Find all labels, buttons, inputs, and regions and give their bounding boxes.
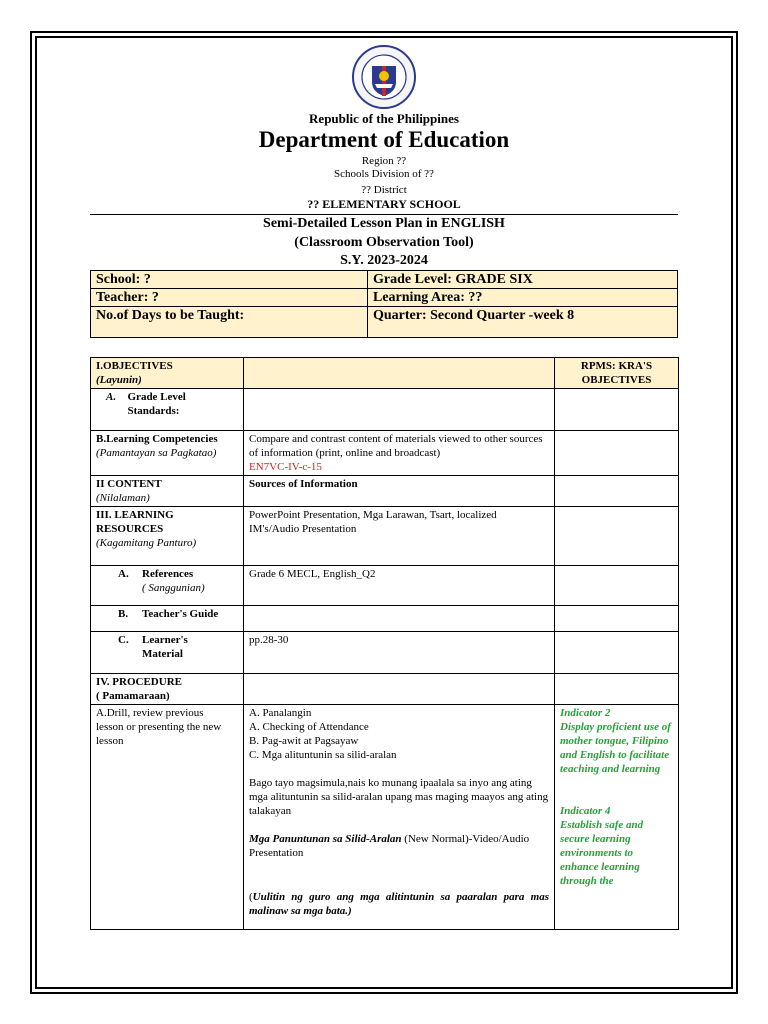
- indicator-4-title: Indicator 4: [560, 805, 611, 817]
- objectives-content: [244, 358, 555, 389]
- references-rpms: [555, 566, 679, 606]
- learners-material-label: Learner's Material: [142, 634, 188, 660]
- learners-material-rpms: [555, 632, 679, 674]
- drill-item-prayer: A. Panalangin: [249, 707, 312, 719]
- drill-label: A.Drill, review previous lesson or presenting the new lesson: [96, 707, 222, 747]
- competencies-sub: (Pamantayan sa Pagkatao): [96, 447, 217, 459]
- teachers-guide-content: [244, 606, 555, 632]
- competencies-text: Compare and contrast content of materials viewed to other sources of information (print, online and broadcast): [249, 433, 543, 459]
- grade-standards-cell: [91, 389, 244, 431]
- drill-item-rules: C. Mga alituntunin sa silid-aralan: [249, 749, 397, 761]
- references-cell: [91, 566, 244, 606]
- indicator-4-text: Establish safe and secure learning environments to enhance learning through the: [560, 819, 644, 887]
- video-title: Mga Panuntunan sa Silid-Aralan: [249, 833, 402, 845]
- learners-material-text: pp.28-30: [244, 632, 555, 674]
- district-text: ?? District: [361, 184, 407, 196]
- competencies-rpms: [555, 431, 679, 476]
- objectives-label: I.OBJECTIVES: [96, 360, 173, 372]
- drill-paragraph: Bago tayo magsimula,nais ko munang ipaalala sa inyo ang ating mga alituntunin sa silid-aralan upang mas maging maayos ang ating talakayan: [249, 777, 549, 817]
- references-letter: A.: [118, 568, 129, 580]
- drill-item-song: B. Pag-awit at Pagsayaw: [249, 735, 359, 747]
- resources-label: III. LEARNING RESOURCES: [96, 509, 174, 535]
- learners-material-letter: C.: [118, 634, 129, 646]
- competency-code: EN7VC-IV-c-15: [249, 461, 322, 473]
- resources-text: PowerPoint Presentation, Mga Larawan, Tsart, localized IM's/Audio Presentation: [244, 507, 555, 566]
- teachers-guide-label: Teacher's Guide: [142, 608, 219, 620]
- lesson-plan-subtitle: (Classroom Observation Tool): [294, 235, 474, 250]
- objectives-cell: [91, 358, 244, 389]
- school-field: School: ?: [91, 271, 368, 289]
- school-name: ?? ELEMENTARY SCHOOL: [307, 197, 461, 211]
- procedure-rpms: [555, 674, 679, 705]
- grade-standards-rpms: [555, 389, 679, 431]
- drill-content: [244, 705, 555, 930]
- content-rpms: [555, 476, 679, 507]
- rpms-header: RPMS: KRA'S OBJECTIVES: [555, 358, 679, 389]
- teachers-guide-rpms: [555, 606, 679, 632]
- drill-rpms: [555, 705, 679, 930]
- competencies-content: [244, 431, 555, 476]
- lesson-plan-table: [90, 357, 679, 930]
- note-open: (: [249, 891, 253, 903]
- info-table: [90, 270, 678, 338]
- references-sub: ( Sanggunian): [142, 582, 205, 594]
- header-divider: [90, 214, 678, 215]
- resources-cell: [91, 507, 244, 566]
- procedure-cell: [91, 674, 244, 705]
- days-field: No.of Days to be Taught:: [91, 307, 368, 338]
- drill-item-attendance: A. Checking of Attendance: [249, 721, 369, 733]
- content-cell: [91, 476, 244, 507]
- note-text: Uulitin ng guro ang mga alitintunin sa paaralan para mas malinaw sa mga bata.): [249, 891, 549, 917]
- objectives-sub: (Layunin): [96, 374, 142, 386]
- content-text: Sources of Information: [244, 476, 555, 507]
- video-rest: (New Normal)-Video/Audio Presentation: [249, 833, 530, 859]
- procedure-sub: ( Pamamaraan): [96, 690, 170, 702]
- teachers-guide-cell: [91, 606, 244, 632]
- region-text: Region ??: [361, 155, 407, 167]
- resources-rpms: [555, 507, 679, 566]
- content-label: II CONTENT: [96, 478, 162, 490]
- quarter-field: Quarter: Second Quarter -week 8: [368, 307, 678, 338]
- competencies-label: B.Learning Competencies: [96, 433, 218, 445]
- school-year: S.Y. 2023-2024: [340, 253, 428, 268]
- drill-cell: [91, 705, 244, 930]
- department-heading: Department of Education: [258, 127, 510, 152]
- drill-video: [249, 832, 549, 860]
- references-label: References: [142, 568, 194, 580]
- references-text: Grade 6 MECL, English_Q2: [244, 566, 555, 606]
- drill-note: [249, 890, 549, 918]
- grade-standards-content: [244, 389, 555, 431]
- resources-sub: (Kagamitang Panturo): [96, 537, 197, 549]
- indicator-2-title: Indicator 2: [560, 707, 611, 719]
- content-sub: (Nilalaman): [96, 492, 150, 504]
- grade-standards-letter: A.: [106, 391, 117, 403]
- learning-area-field: Learning Area: ??: [368, 289, 678, 307]
- division-text: Schools Division of ??: [334, 168, 434, 180]
- indicator-2-text: Display proficient use of mother tongue, Filipino and English to facilitate teaching and learning: [560, 721, 671, 775]
- teachers-guide-letter: B.: [118, 608, 129, 620]
- learners-material-cell: [91, 632, 244, 674]
- competencies-cell: [91, 431, 244, 476]
- procedure-label: IV. PROCEDURE: [96, 676, 182, 688]
- deped-seal-icon: [351, 44, 417, 110]
- lesson-plan-title: Semi-Detailed Lesson Plan in ENGLISH: [263, 216, 505, 231]
- republic-heading: Republic of the Philippines: [309, 111, 459, 126]
- procedure-content: [244, 674, 555, 705]
- teacher-field: Teacher: ?: [91, 289, 368, 307]
- grade-level-field: Grade Level: GRADE SIX: [368, 271, 678, 289]
- grade-standards-label: Grade Level Standards:: [127, 391, 186, 417]
